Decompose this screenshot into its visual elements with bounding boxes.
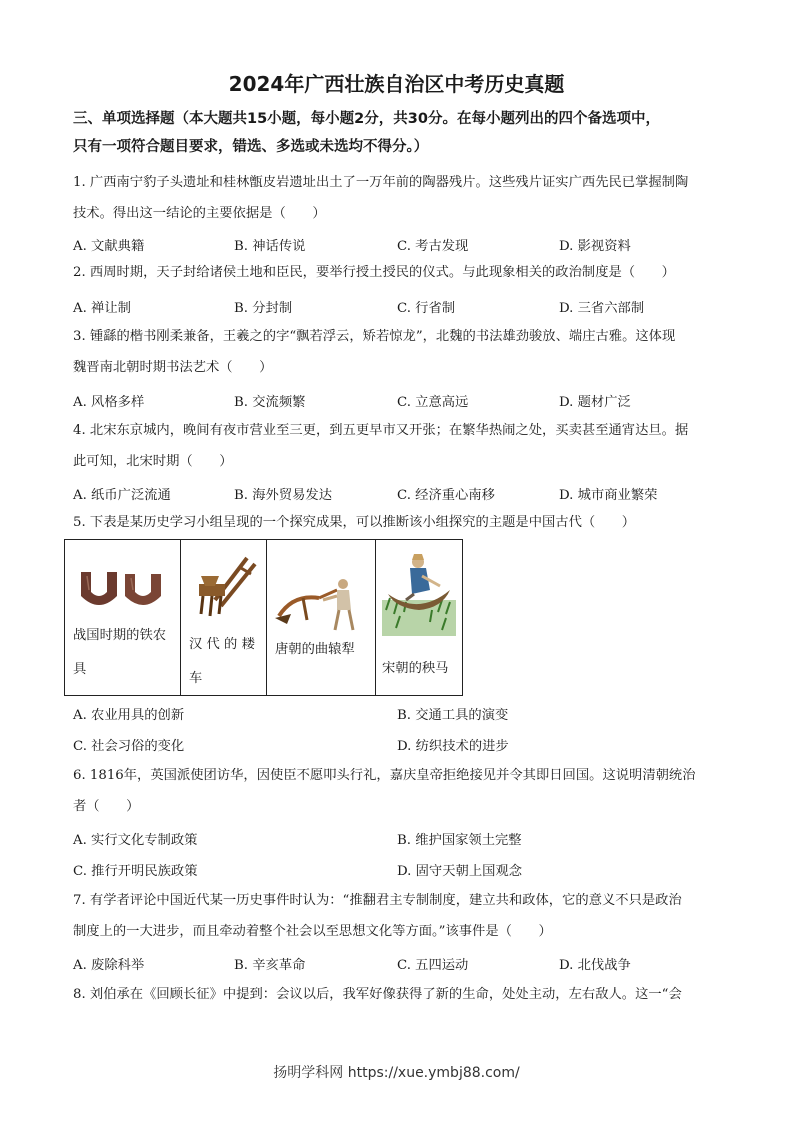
question-8-stem-line-1: 8. 刘伯承在《回顾长征》中提到：会议以后，我军好像获得了新的生命，处处主动，左右敌人。这一“会 xyxy=(73,987,682,1002)
question-3-option-b[interactable]: B. 交流频繁 xyxy=(234,395,306,410)
question-1-options xyxy=(73,235,725,259)
question-7-option-c[interactable]: C. 五四运动 xyxy=(397,958,469,973)
question-6-stem xyxy=(73,760,725,822)
question-6-options-row-2 xyxy=(73,860,725,884)
question-1-option-b[interactable]: B. 神话传说 xyxy=(234,239,306,254)
question-6-option-b[interactable]: B. 维护国家领土完整 xyxy=(397,833,522,848)
question-3-stem-line-2: 魏晋南北朝时期书法艺术（ ） xyxy=(73,360,273,375)
table-cell-label-line-1: 唐朝的曲辕犁 xyxy=(275,642,355,657)
question-6-stem-line-1: 6. 1816年，英国派使团访华，因使臣不愿叩头行礼，嘉庆皇帝拒绝接见并令其即日回国。这说明清朝统治 xyxy=(73,768,696,783)
page-title: 2024年广西壮族自治区中考历史真题 xyxy=(228,72,565,96)
question-4-option-d[interactable]: D. 城市商业繁荣 xyxy=(559,488,658,503)
question-5-stem xyxy=(73,507,725,538)
question-1-option-a[interactable]: A. 文献典籍 xyxy=(73,239,145,254)
question-2-stem-line-1: 2. 西周时期，天子封给诸侯土地和臣民，要举行授土授民的仪式。与此现象相关的政治制度是（ ） xyxy=(73,265,675,280)
question-2-stem xyxy=(73,257,725,288)
iron-farm-tool-icon xyxy=(77,570,165,614)
question-5-options xyxy=(73,704,725,728)
question-6-option-c[interactable]: C. 推行开明民族政策 xyxy=(73,864,198,879)
question-3-option-a[interactable]: A. 风格多样 xyxy=(73,395,145,410)
question-5-option-c[interactable]: C. 社会习俗的变化 xyxy=(73,739,185,754)
table-cell-label-line-1: 战国时期的铁农 xyxy=(73,628,167,643)
question-3-option-d[interactable]: D. 题材广泛 xyxy=(559,395,631,410)
question-4-option-b[interactable]: B. 海外贸易发达 xyxy=(234,488,333,503)
question-4-stem-line-2: 此可知，北宋时期（ ） xyxy=(73,454,233,469)
question-7-options xyxy=(73,954,725,978)
table-cell-label-line-1: 汉 代 的 耧 xyxy=(189,637,255,652)
question-1-stem-line-1: 1. 广西南宁豹子头遗址和桂林甑皮岩遗址出土了一万年前的陶器残片。这些残片证实广西先民已掌握制陶 xyxy=(73,175,689,190)
footer-watermark: 扬明学科网 https://xue.ymbj88.com/ xyxy=(273,1065,520,1081)
question-4-option-c[interactable]: C. 经济重心南移 xyxy=(397,488,495,503)
question-2-option-d[interactable]: D. 三省六部制 xyxy=(559,301,645,316)
question-4-options xyxy=(73,484,725,508)
question-3-stem xyxy=(73,321,725,383)
table-cell-seed-drill xyxy=(181,540,267,696)
question-7-stem-line-1: 7. 有学者评论中国近代某一历史事件时认为：“推翻君主专制制度，建立共和政体，它的意义不只是政治 xyxy=(73,893,682,908)
question-7-stem xyxy=(73,885,725,947)
question-4-option-a[interactable]: A. 纸币广泛流通 xyxy=(73,488,171,503)
question-3-stem-line-1: 3. 锺繇的楷书刚柔兼备，王羲之的字“飘若浮云，矫若惊龙”，北魏的书法雄劲骏放、端庄古雅。这体现 xyxy=(73,329,676,344)
question-6-option-a[interactable]: A. 实行文化专制政策 xyxy=(73,833,198,848)
question-4-stem xyxy=(73,415,725,477)
question-2-option-a[interactable]: A. 禅让制 xyxy=(73,301,131,316)
question-7-option-a[interactable]: A. 废除科举 xyxy=(73,958,145,973)
question-6-options xyxy=(73,829,725,853)
table-cell-label-line-2: 车 xyxy=(189,671,203,686)
question-1-stem-line-2: 技术。得出这一结论的主要依据是（ ） xyxy=(73,206,326,221)
question-1-stem xyxy=(73,167,725,229)
rice-seedling-horse-icon xyxy=(382,550,456,636)
question-8-stem xyxy=(73,979,725,1010)
question-5-table xyxy=(64,539,463,696)
table-cell-rice-seedling-horse xyxy=(376,540,463,696)
table-cell-iron-tools xyxy=(65,540,181,696)
question-5-option-a[interactable]: A. 农业用具的创新 xyxy=(73,708,185,723)
question-5-option-b[interactable]: B. 交通工具的演变 xyxy=(397,708,509,723)
question-7-option-b[interactable]: B. 辛亥革命 xyxy=(234,958,306,973)
table-cell-label-line-2: 具 xyxy=(73,662,87,677)
question-2-options xyxy=(73,297,725,321)
question-5-option-d[interactable]: D. 纺织技术的进步 xyxy=(397,739,509,754)
table-cell-curved-plow xyxy=(267,540,376,696)
question-3-option-c[interactable]: C. 立意高远 xyxy=(397,395,469,410)
table-row xyxy=(65,540,463,696)
seed-drill-icon xyxy=(189,554,259,624)
question-7-stem-line-2: 制度上的一大进步，而且牵动着整个社会以至思想文化等方面。”该事件是（ ） xyxy=(73,924,552,939)
question-5-options-row-2 xyxy=(73,735,725,759)
question-6-option-d[interactable]: D. 固守天朝上国观念 xyxy=(397,864,523,879)
question-2-option-b[interactable]: B. 分封制 xyxy=(234,301,293,316)
question-1-option-c[interactable]: C. 考古发现 xyxy=(397,239,469,254)
question-2-option-c[interactable]: C. 行省制 xyxy=(397,301,456,316)
section-heading-line-2: 只有一项符合题目要求，错选、多选或未选均不得分。） xyxy=(73,139,429,155)
question-1-option-d[interactable]: D. 影视资料 xyxy=(559,239,631,254)
section-heading xyxy=(73,105,725,161)
curved-plow-icon xyxy=(273,576,367,632)
section-heading-line-1: 三、单项选择题（本大题共15小题，每小题2分，共30分。在每小题列出的四个备选项中， xyxy=(73,111,660,127)
table-cell-label-line-1: 宋朝的秧马 xyxy=(382,661,449,676)
question-7-option-d[interactable]: D. 北伐战争 xyxy=(559,958,631,973)
question-6-stem-line-2: 者（ ） xyxy=(73,799,140,814)
question-4-stem-line-1: 4. 北宋东京城内，晚间有夜市营业至三更，到五更早市又开张；在繁华热闹之处，买卖甚至通宵达旦。据 xyxy=(73,423,689,438)
question-3-options xyxy=(73,391,725,415)
question-5-stem-line-1: 5. 下表是某历史学习小组呈现的一个探究成果，可以推断该小组探究的主题是中国古代（ ） xyxy=(73,515,636,530)
